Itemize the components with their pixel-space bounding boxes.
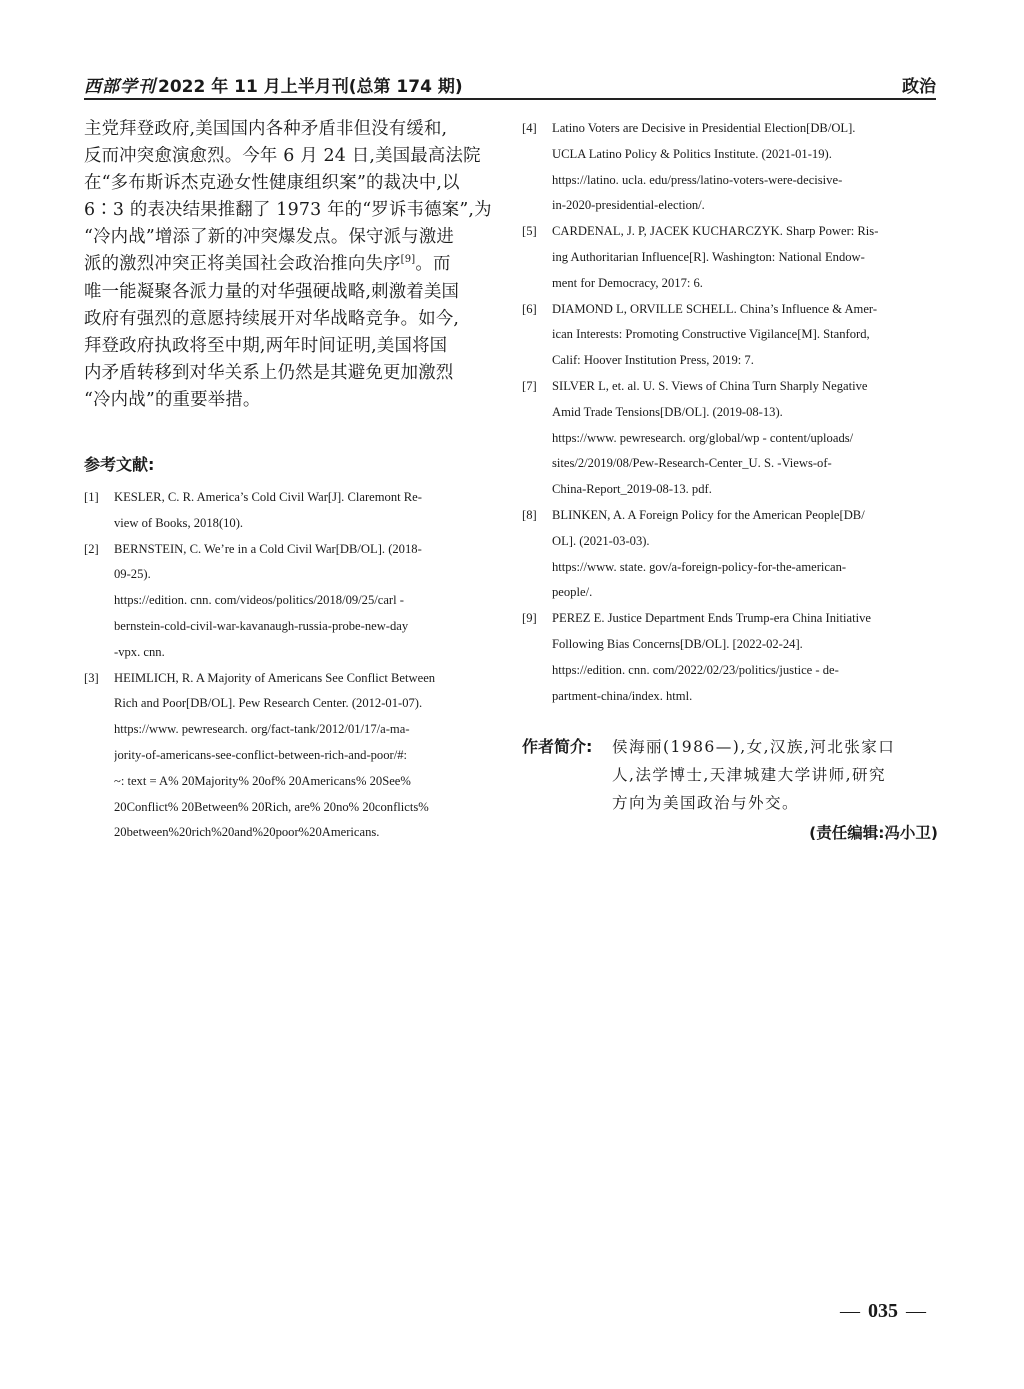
reference-line: sites/2/2019/08/Pew-Research-Center_U. S. -Views-of- <box>552 456 832 471</box>
reference-number: [2] <box>84 541 99 556</box>
reference-item <box>84 537 498 666</box>
reference-number: [1] <box>84 490 99 505</box>
reference-item <box>522 116 938 219</box>
author-bio-line: 人,法学博士,天津城建大学讲师,研究 <box>612 766 886 785</box>
body-line-text: 派的激烈冲突正将美国社会政治推向失序 <box>84 254 401 275</box>
reference-number: [6] <box>522 301 537 316</box>
page-number-footer <box>832 1300 934 1323</box>
reference-line: Calif: Hoover Institution Press, 2019: 7. <box>552 353 754 368</box>
responsible-editor: (责任编辑:冯小卫) <box>809 824 938 843</box>
references-list-right <box>522 116 938 709</box>
reference-line: Latino Voters are Decisive in Presidential Election[DB/OL]. <box>552 121 856 135</box>
body-line: 反而冲突愈演愈烈。今年 6 月 24 日,美国最高法院 <box>84 146 481 167</box>
reference-line: HEIMLICH, R. A Majority of Americans See Conflict Between <box>114 670 436 685</box>
right-column <box>522 116 938 843</box>
reference-item <box>522 374 938 503</box>
reference-line: 09-25). <box>114 567 151 582</box>
reference-number: [3] <box>84 670 99 685</box>
journal-logo: 西部学刊 <box>84 77 156 97</box>
author-bio-line: 方向为美国政治与外交。 <box>612 794 799 813</box>
author-bio <box>522 733 938 817</box>
left-column <box>84 116 498 846</box>
reference-line: Amid Trade Tensions[DB/OL]. (2019-08-13). <box>552 404 783 419</box>
body-paragraph <box>84 116 498 414</box>
citation-marker: [9] <box>400 254 416 266</box>
reference-item <box>522 297 938 374</box>
reference-line: in-2020-presidential-election/. <box>552 198 705 213</box>
reference-line: ~: text = A% 20Majority% 20of% 20Americans% 20See% <box>114 773 411 788</box>
reference-line: UCLA Latino Policy & Politics Institute. (2021-01-19). <box>552 146 832 161</box>
body-line: 在“多布斯诉杰克逊女性健康组织案”的裁决中,以 <box>84 173 460 194</box>
body-line: 政府有强烈的意愿持续展开对华战略竞争。如今, <box>84 308 460 329</box>
reference-item <box>522 503 938 606</box>
footer-dash-left: — <box>840 1300 860 1322</box>
body-line: 唯一能凝聚各派力量的对华强硬战略,刺激着美国 <box>84 281 460 302</box>
author-bio-line: 侯海丽(1986—),女,汉族,河北张家口 <box>612 738 896 757</box>
reference-number: [9] <box>522 611 537 626</box>
reference-item <box>522 219 938 296</box>
reference-line: BLINKEN, A. A Foreign Policy for the American People[DB/ <box>552 507 865 522</box>
reference-number: [5] <box>522 224 537 239</box>
body-line: “冷内战”的重要举措。 <box>84 389 261 410</box>
reference-line: Rich and Poor[DB/OL]. Pew Research Center. (2012-01-07). <box>114 696 423 711</box>
reference-line: 20Conflict% 20Between% 20Rich, are% 20no% 20conflicts% <box>114 799 429 814</box>
reference-line: https://www. pewresearch. org/fact-tank/2012/01/17/a-ma- <box>114 722 410 737</box>
reference-line: https://www. state. gov/a-foreign-policy-for-the-american- <box>552 559 847 574</box>
body-line: 6∶3 的表决结果推翻了 1973 年的“罗诉韦德案”,为 <box>84 200 492 221</box>
reference-line: https://edition. cnn. com/videos/politics/2018/09/25/carl - <box>114 593 404 608</box>
reference-line: China-Report_2019-08-13. pdf. <box>552 482 712 497</box>
body-line: 内矛盾转移到对华关系上仍然是其避免更加激烈 <box>84 362 454 383</box>
reference-line: https://www. pewresearch. org/global/wp - content/uploads/ <box>552 430 854 445</box>
reference-item <box>522 606 938 709</box>
reference-line: CARDENAL, J. P, JACEK KUCHARCZYK. Sharp Power: Ris- <box>552 224 879 239</box>
reference-line: https://latino. ucla. edu/press/latino-voters-were-decisive- <box>552 172 843 187</box>
references-list-left <box>84 485 498 846</box>
reference-line: jority-of-americans-see-conflict-between-rich-and-poor/#: <box>114 748 408 762</box>
body-line-tail: 。而 <box>415 254 451 275</box>
reference-line: partment-china/index. html. <box>552 688 693 703</box>
reference-line: bernstein-cold-civil-war-kavanaugh-russia-probe-new-day <box>114 619 409 634</box>
reference-number: [7] <box>522 378 537 393</box>
reference-line: DIAMOND L, ORVILLE SCHELL. China’s Influence & Amer- <box>552 301 878 316</box>
reference-line: SILVER L, et. al. U. S. Views of China Turn Sharply Negative <box>552 378 868 393</box>
page-number: 035 <box>868 1300 898 1322</box>
page-header <box>84 72 936 100</box>
reference-line: people/. <box>552 585 593 600</box>
section-label: 政治 <box>902 77 936 97</box>
author-bio-text <box>612 733 938 817</box>
reference-item <box>84 666 498 847</box>
reference-line: ing Authoritarian Influence[R]. Washington: National Endow- <box>552 249 865 264</box>
references-title: 参考文献: <box>84 455 155 475</box>
reference-line: BERNSTEIN, C. We’re in a Cold Civil War[DB/OL]. (2018- <box>114 541 422 556</box>
journal-issue <box>84 72 463 97</box>
reference-line: Following Bias Concerns[DB/OL]. [2022-02-24]. <box>552 636 803 651</box>
body-line: “冷内战”增添了新的冲突爆发点。保守派与激进 <box>84 227 454 248</box>
reference-line: KESLER, C. R. America’s Cold Civil War[J]. Claremont Re- <box>114 490 422 505</box>
reference-line: view of Books, 2018(10). <box>114 515 244 530</box>
reference-line: ment for Democracy, 2017: 6. <box>552 275 703 290</box>
issue-label: 2022 年 11 月上半月刊(总第 174 期) <box>158 77 463 97</box>
reference-line: 20between%20rich%20and%20poor%20Americans. <box>114 825 380 840</box>
reference-number: [4] <box>522 121 537 135</box>
reference-line: OL]. (2021-03-03). <box>552 533 650 548</box>
body-line <box>84 251 498 278</box>
author-bio-label: 作者简介: <box>522 737 593 757</box>
reference-line: -vpx. cnn. <box>114 644 165 659</box>
reference-item <box>84 485 498 537</box>
body-line: 拜登政府执政将至中期,两年时间证明,美国将国 <box>84 335 448 356</box>
reference-line: PEREZ E. Justice Department Ends Trump-era China Initiative <box>552 611 871 626</box>
reference-number: [8] <box>522 507 537 522</box>
reference-line: https://edition. cnn. com/2022/02/23/politics/justice - de- <box>552 662 839 677</box>
reference-line: ican Interests: Promoting Constructive Vigilance[M]. Stanford, <box>552 327 870 342</box>
body-line: 主党拜登政府,美国国内各种矛盾非但没有缓和, <box>84 119 448 139</box>
footer-dash-right: — <box>906 1300 926 1322</box>
